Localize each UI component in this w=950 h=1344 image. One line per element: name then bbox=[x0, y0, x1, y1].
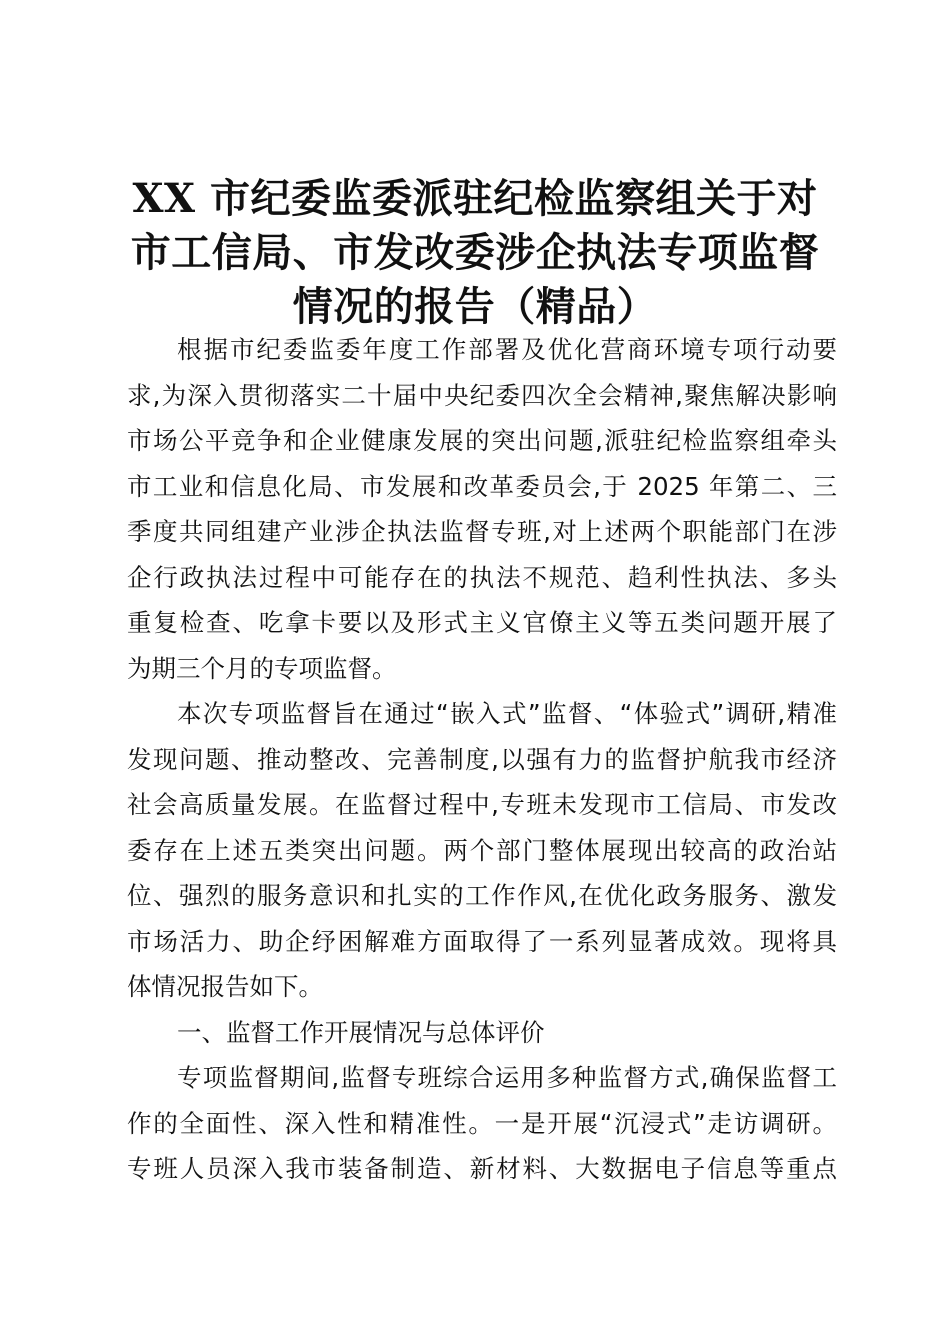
paragraph-line: 社会高质量发展。在监督过程中,专班未发现市工信局、市发改 bbox=[127, 790, 837, 819]
paragraph-line: 市场活力、助企纾困解难方面取得了一系列显著成效。现将具 bbox=[127, 926, 837, 956]
paragraph-line: 位、强烈的服务意识和扎实的工作作风,在优化政务服务、激发 bbox=[127, 881, 837, 910]
paragraph-line: 专班人员深入我市装备制造、新材料、大数据电子信息等重点 bbox=[127, 1154, 837, 1183]
paragraph-line: 体情况报告如下。 bbox=[127, 972, 323, 1001]
title-line-2: 市工信局、市发改委涉企执法专项监督 bbox=[130, 229, 820, 276]
paragraph-3 bbox=[127, 1055, 837, 1192]
paragraph-line: 企行政执法过程中可能存在的执法不规范、趋利性执法、多头 bbox=[127, 562, 837, 592]
paragraph-2 bbox=[127, 691, 837, 1010]
paragraph-line: 发现问题、推动整改、完善制度,以强有力的监督护航我市经济 bbox=[127, 744, 837, 774]
section-heading: 一、监督工作开展情况与总体评价 bbox=[177, 1017, 545, 1047]
paragraph-line: 作的全面性、深入性和精准性。一是开展“沉浸式”走访调研。 bbox=[127, 1108, 837, 1138]
document-body bbox=[127, 327, 837, 1192]
paragraph-line: 市场公平竞争和企业健康发展的突出问题,派驻纪检监察组牵头 bbox=[127, 426, 837, 455]
paragraph-line: 重复检查、吃拿卡要以及形式主义官僚主义等五类问题开展了 bbox=[127, 608, 837, 637]
paragraph-line: 根据市纪委监委年度工作部署及优化营商环境专项行动要 bbox=[177, 335, 837, 364]
paragraph-line: 为期三个月的专项监督。 bbox=[127, 653, 397, 683]
paragraph-line: 委存在上述五类突出问题。两个部门整体展现出较高的政治站 bbox=[127, 835, 837, 865]
paragraph-line: 专项监督期间,监督专班综合运用多种监督方式,确保监督工 bbox=[177, 1063, 837, 1092]
paragraph-line: 季度共同组建产业涉企执法监督专班,对上述两个职能部门在涉 bbox=[127, 517, 837, 546]
paragraph-line: 本次专项监督旨在通过“嵌入式”监督、“体验式”调研,精准 bbox=[177, 699, 837, 728]
title-line-3: 情况的报告（精品） bbox=[292, 283, 658, 330]
paragraph-1 bbox=[127, 327, 837, 691]
paragraph-line: 市工业和信息化局、市发展和改革委员会,于 2025 年第二、三 bbox=[127, 471, 837, 501]
document-title bbox=[110, 172, 840, 334]
paragraph-line: 求,为深入贯彻落实二十届中央纪委四次全会精神,聚焦解决影响 bbox=[127, 380, 837, 410]
title-line-1: XX 市纪委监委派驻纪检监察组关于对 bbox=[132, 175, 818, 222]
